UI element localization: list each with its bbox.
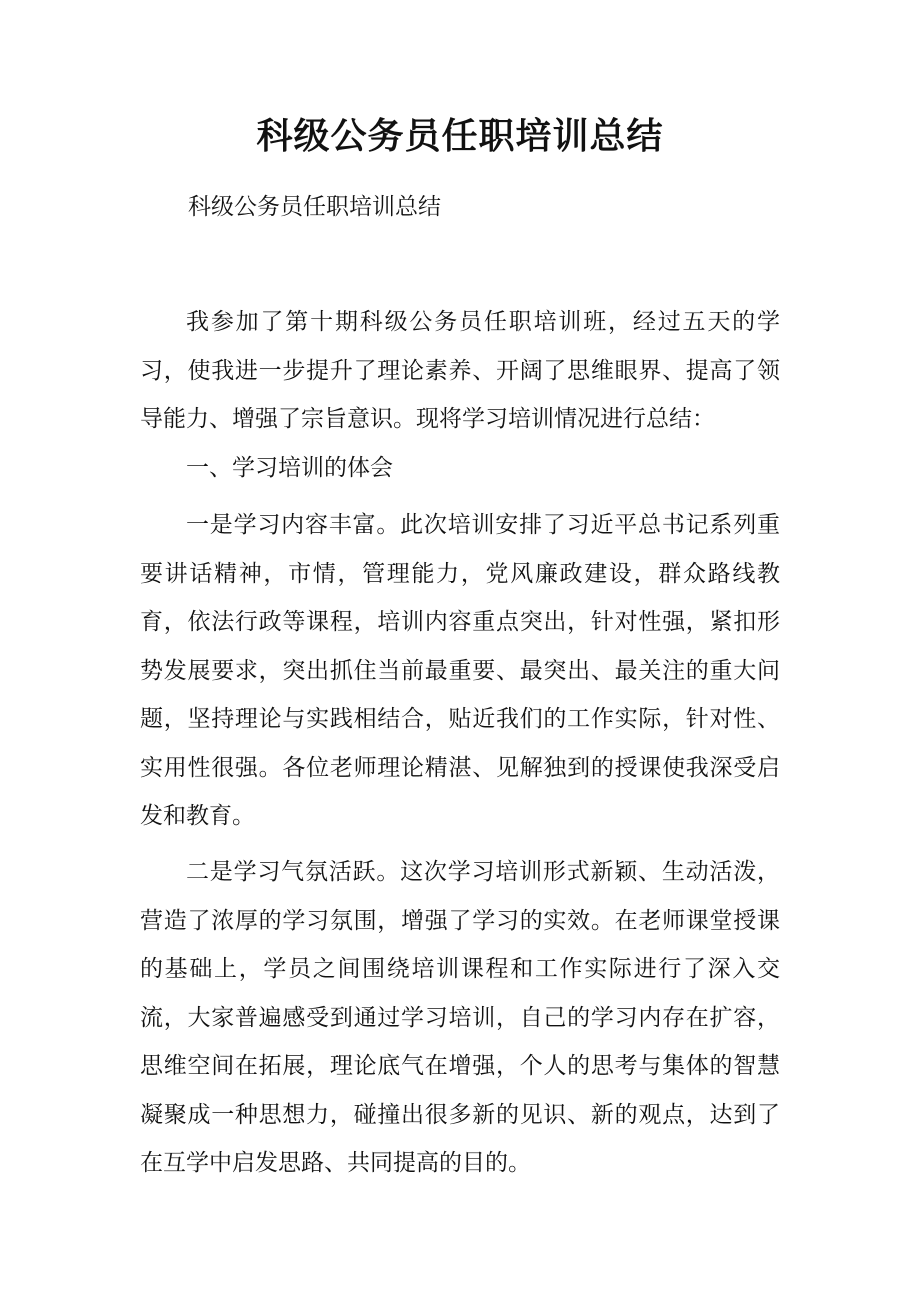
point-two-block: [140, 848, 780, 1188]
document-title: 科级公务员任职培训总结: [256, 115, 664, 157]
point-one-block: [140, 501, 780, 841]
section-heading: 一、学习培训的体会: [186, 455, 393, 481]
intro-paragraph: 我参加了第十期科级公务员任职培训班，经过五天的学习，使我进一步提升了理论素养、开阔了思维眼界、提高了领导能力、增强了宗旨意识。现将学习培训情况进行总结：: [140, 309, 780, 432]
intro-block: [140, 298, 780, 444]
section-heading-block: [140, 444, 780, 493]
point-one-paragraph: 一是学习内容丰富。此次培训安排了习近平总书记系列重要讲话精神，市情，管理能力，党风廉政建设，群众路线教育，依法行政等课程，培训内容重点突出，针对性强，紧扣形势发展要求，突出抓住当前最重要、最突出、最关注的重大问题，坚持理论与实践相结合，贴近我们的工作实际，针对性、实用性很强。各位老师理论精湛、见解独到的授课使我深受启发和教育。: [140, 512, 780, 829]
point-two-paragraph: 二是学习气氛活跃。这次学习培训形式新颖、生动活泼，营造了浓厚的学习氛围，增强了学习的实效。在老师课堂授课的基础上，学员之间围绕培训课程和工作实际进行了深入交流，大家普遍感受到通过学习培训，自己的学习内存在扩容，思维空间在拓展，理论底气在增强，个人的思考与集体的智慧凝聚成一种思想力，碰撞出很多新的见识、新的观点，达到了在互学中启发思路、共同提高的目的。: [140, 859, 780, 1176]
document-subtitle: 科级公务员任职培训总结: [188, 194, 441, 220]
